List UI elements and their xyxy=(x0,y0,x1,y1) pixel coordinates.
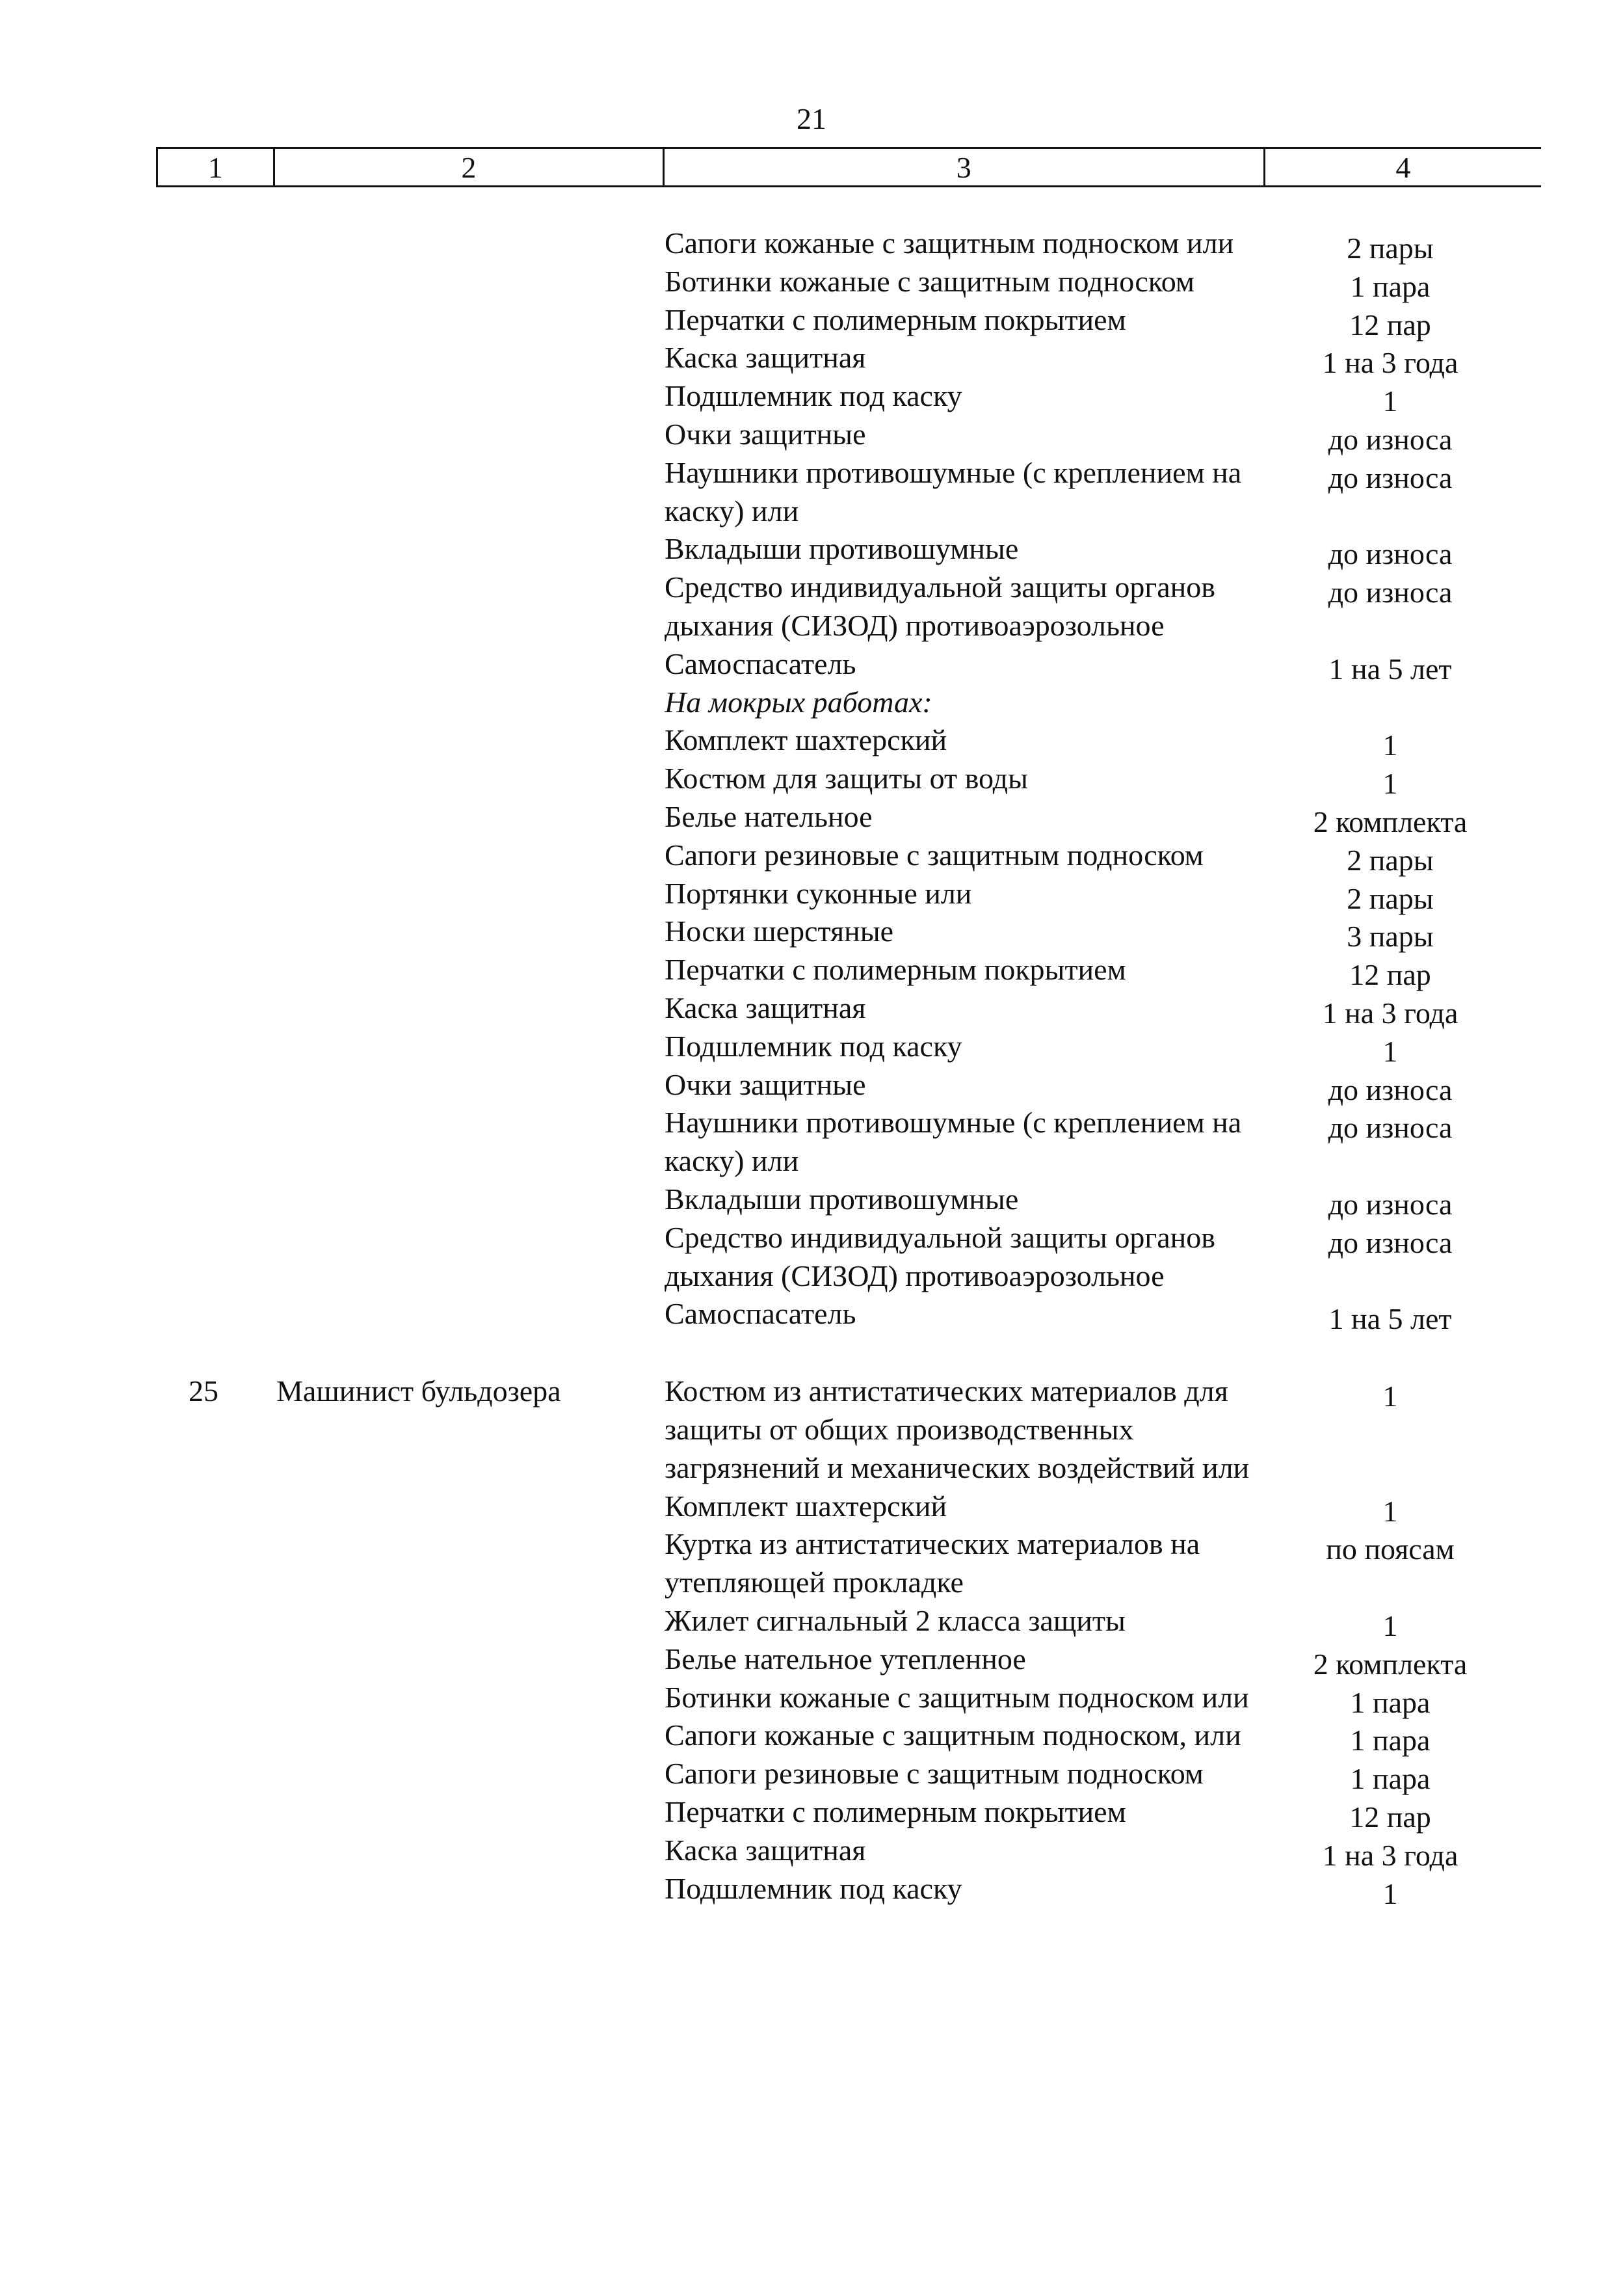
group-a-item-norm: 12 пар xyxy=(1349,308,1431,341)
entry-25-item-norm: 1 пара xyxy=(1350,1724,1431,1757)
group-a-item-name: Самоспасатель xyxy=(665,647,856,680)
group-a-item-norm: 1 xyxy=(1382,384,1398,418)
group-b-item-norm: 1 xyxy=(1382,767,1398,801)
entry-25-item-name: Сапоги кожаные с защитным подноском, или xyxy=(665,1718,1241,1752)
group-b-item-norm: до износа xyxy=(1328,1188,1453,1221)
group-b-item-name: Портянки суконные или xyxy=(665,876,972,910)
entry-25-item-norm: 2 комплекта xyxy=(1313,1647,1468,1681)
entry-25-item-norm: по поясам xyxy=(1326,1532,1455,1566)
group-b-item-norm: до износа xyxy=(1328,1073,1453,1106)
group-a-item-norm: 1 на 5 лет xyxy=(1328,652,1452,686)
header-col-4: 4 xyxy=(1395,150,1411,184)
group-b-item-norm: 2 пары xyxy=(1347,843,1434,877)
entry-number: 25 xyxy=(189,1374,218,1408)
group-a-item-norm: до износа xyxy=(1328,423,1453,456)
group-a-item-name: Перчатки с полимерным покрытием xyxy=(665,302,1126,336)
group-b-item-name: Комплект шахтерский xyxy=(665,723,947,757)
group-b-item-name: Перчатки с полимерным покрытием xyxy=(665,953,1126,987)
entry-25-item-name: Ботинки кожаные с защитным подноском или xyxy=(665,1680,1249,1714)
header-col-2: 2 xyxy=(275,149,665,185)
group-a-item-name: Очки защитные xyxy=(665,418,866,451)
header-col-3: 3 xyxy=(665,149,1265,185)
entry-25-item-norm: 1 на 3 года xyxy=(1322,1838,1458,1872)
group-b-item-name: Костюм для защиты от воды xyxy=(665,762,1028,795)
entry-25-item-name: Куртка из антистатических материалов на утепляющей прокладке xyxy=(665,1527,1200,1599)
group-b-item-name: Вкладыши противошумные xyxy=(665,1182,1019,1216)
table-header xyxy=(156,147,1541,187)
entry-25-item-name: Костюм из антистатических материалов для защиты от общих производственных загрязнений и механических воздействий или xyxy=(665,1374,1250,1484)
header-col-1: 1 xyxy=(158,149,275,185)
group-a-item-name: Вкладыши противошумные xyxy=(665,532,1019,566)
group-b-item-name: Средство индивидуальной защиты органов дыхания (СИЗОД) противоаэрозольное xyxy=(665,1220,1215,1292)
entry-25-item-norm: 12 пар xyxy=(1349,1800,1431,1834)
entry-25-item-norm: 1 пара xyxy=(1350,1762,1431,1796)
group-b-item-name: Очки защитные xyxy=(665,1067,866,1101)
wet-work-heading: На мокрых работах: xyxy=(665,685,932,719)
group-b-item-name: Белье нательное xyxy=(665,800,873,833)
entry-25-item-norm: 1 xyxy=(1382,1380,1398,1413)
group-a-item-norm: 1 на 3 года xyxy=(1322,346,1458,380)
entry-25-item-name: Жилет сигнальный 2 класса защиты xyxy=(665,1604,1126,1637)
entry-25-item-norm: 1 xyxy=(1382,1494,1398,1528)
group-a-item-name: Ботинки кожаные с защитным подноском xyxy=(665,264,1195,298)
group-b-item-name: Носки шерстяные xyxy=(665,914,894,948)
group-a-item-norm: 1 пара xyxy=(1350,269,1431,303)
group-a-item-norm: до износа xyxy=(1328,461,1453,494)
group-b-item-norm: 1 xyxy=(1382,1034,1398,1068)
group-b-item-norm: до износа xyxy=(1328,1111,1453,1145)
entry-25-item-name: Перчатки с полимерным покрытием xyxy=(665,1795,1126,1828)
group-b-item-norm: до износа xyxy=(1328,1225,1453,1259)
group-b-item-name: Самоспасатель xyxy=(665,1297,856,1331)
entry-25-item-name: Белье нательное утепленное xyxy=(665,1642,1026,1675)
group-a-item-name: Каска защитная xyxy=(665,341,866,375)
group-b-item-norm: 2 комплекта xyxy=(1313,805,1468,838)
group-b-item-norm: 1 на 3 года xyxy=(1322,996,1458,1030)
entry-25-item-name: Комплект шахтерский xyxy=(665,1489,947,1523)
group-b-item-norm: 3 пары xyxy=(1347,920,1434,954)
group-b-item-name: Каска защитная xyxy=(665,991,866,1024)
entry-25-item-name: Подшлемник под каску xyxy=(665,1871,962,1905)
group-a-item-norm: 2 пары xyxy=(1347,232,1434,265)
page-number: 21 xyxy=(797,102,826,135)
group-b-item-name: Подшлемник под каску xyxy=(665,1029,962,1063)
entry-position: Машинист бульдозера xyxy=(276,1374,561,1408)
group-a-item-name: Средство индивидуальной защиты органов дыхания (СИЗОД) противоаэрозольное xyxy=(665,570,1215,642)
group-b-item-norm: 1 xyxy=(1382,728,1398,762)
entry-25-item-norm: 1 xyxy=(1382,1876,1398,1910)
group-b-item-norm: 12 пар xyxy=(1349,958,1431,992)
group-a-item-norm: до износа xyxy=(1328,576,1453,609)
entry-25-item-norm: 1 пара xyxy=(1350,1685,1431,1719)
group-b-item-name: Наушники противошумные (с креплением на каску) или xyxy=(665,1106,1242,1178)
group-a-item-name: Подшлемник под каску xyxy=(665,379,962,413)
group-b-item-norm: 1 на 5 лет xyxy=(1328,1302,1452,1336)
entry-25-item-norm: 1 xyxy=(1382,1609,1398,1642)
group-a-item-norm: до износа xyxy=(1328,537,1453,571)
group-a-item-name: Наушники противошумные (с креплением на каску) или xyxy=(665,455,1242,527)
group-b-item-norm: 2 пары xyxy=(1347,881,1434,915)
entry-25-item-name: Сапоги резиновые с защитным подноском xyxy=(665,1757,1204,1791)
entry-25-item-name: Каска защитная xyxy=(665,1833,866,1867)
group-b-item-name: Сапоги резиновые с защитным подноском xyxy=(665,838,1204,872)
group-a-item-name: Сапоги кожаные с защитным подноском или xyxy=(665,226,1234,260)
